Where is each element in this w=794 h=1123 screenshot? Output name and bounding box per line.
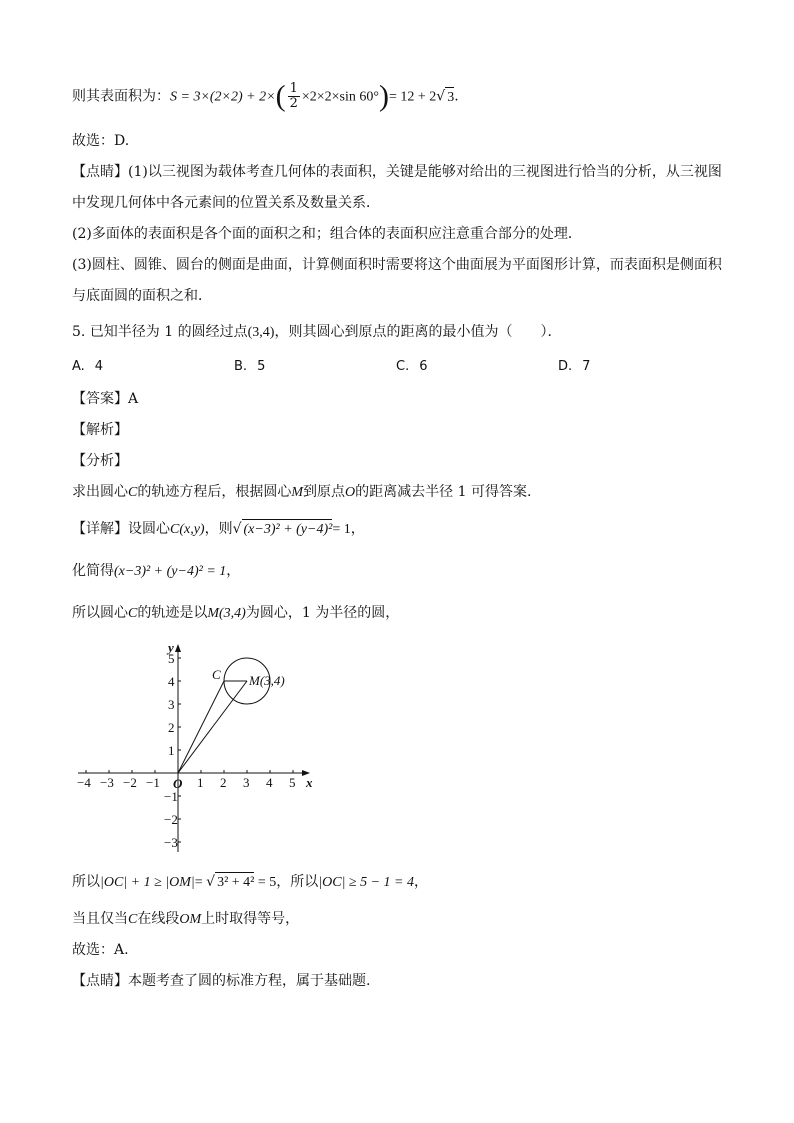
option-a (72, 359, 103, 374)
x-tick-label: 1 (197, 775, 204, 790)
sqrt-sign: √ (436, 88, 446, 105)
x-tick-label: −1 (146, 775, 160, 790)
choice-line-2: 故选：A. (72, 942, 129, 958)
y-tick-label: −1 (164, 789, 178, 804)
comment2-text: 本题考查了圆的标准方程，属于基础题. (128, 973, 371, 989)
x-tick-label: 5 (289, 775, 296, 790)
tick-labels (77, 640, 313, 850)
conclusion-eq1: = (194, 875, 207, 890)
option-d (558, 359, 590, 374)
comment1-p1a: (1)以三视图为载体考查几何体的表面积，关键是能够对给出的三视图进行恰当的分析，从三视图 (128, 164, 722, 180)
detail-a: 设圆心 (128, 521, 170, 537)
choice-line-1: 故选：D. (72, 133, 130, 149)
question-number: 5. (72, 324, 86, 340)
x-tick-label: −2 (123, 775, 137, 790)
detail-c: = 1， (332, 522, 365, 537)
question-text-a: 已知半径为 1 的圆经过点 (89, 324, 248, 340)
right-paren: ) (378, 79, 389, 113)
locus-m: M(3,4) (207, 606, 246, 621)
area-formula-inner: ×2×2×sin 60° (301, 89, 379, 105)
conclusion-c: ， (414, 874, 429, 890)
sqrt-arg: 3 (445, 87, 454, 108)
segment-o-c (178, 681, 224, 773)
fenxi-text (72, 482, 531, 503)
fenxi-o: O (345, 485, 356, 500)
y-tick-label: 2 (168, 720, 175, 735)
graph-shapes (178, 658, 285, 773)
option-b-label: B. (234, 359, 248, 374)
detail-center: C(x,y) (170, 522, 205, 537)
fenxi-a: 求出圆心 (72, 484, 128, 500)
option-c (396, 359, 428, 374)
conclusion-b: ，所以 (276, 874, 319, 890)
comment1-line-b: 中发现几何体中各元素间的位置关系及数量关系． (72, 195, 380, 211)
x-tick-label: −3 (100, 775, 114, 790)
detail-b: ，则 (204, 521, 233, 537)
option-c-label: C. (396, 359, 410, 374)
simplify-b: ， (226, 563, 241, 579)
equality-c: C (128, 912, 138, 927)
y-tick-label: −2 (164, 812, 178, 827)
question-5 (72, 322, 561, 343)
locus-line (72, 603, 399, 624)
area-formula-right: = 12 + 2 (388, 89, 437, 105)
option-b (234, 359, 265, 374)
y-axis-arrow (175, 644, 181, 652)
simplify-eq: (x−3)² + (y−4)² = 1 (114, 564, 227, 579)
y-tick-label: 5 (168, 651, 175, 666)
comment2-tag: 【点睛】 (72, 973, 128, 989)
answer-tag: 【答案】 (72, 391, 128, 407)
detail-tag: 【详解】 (72, 521, 128, 537)
equality-b: 在线段 (137, 911, 180, 927)
area-prefix: 则其表面积为： (72, 88, 170, 105)
comment1-line-e: 与底面圆的面积之和． (72, 288, 212, 304)
comment1-line-a (72, 162, 722, 182)
equality-om: OM (179, 912, 202, 927)
simplify-a: 化简得 (72, 563, 114, 579)
option-a-value: 4 (94, 359, 104, 374)
area-formula-line (72, 79, 459, 113)
fraction-half (288, 82, 300, 111)
simplify-line (72, 561, 240, 582)
area-end: . (454, 88, 459, 105)
conclusion-eq2: = 5 (254, 875, 277, 890)
comment1-line-c: (2)多面体的表面积是各个面的面积之和；组合体的表面积应注意重合部分的处理． (72, 226, 582, 242)
conclusion-line (72, 872, 428, 893)
origin-label: O (173, 776, 183, 791)
option-d-label: D. (558, 359, 573, 374)
conclusion-ineq1: |OC| + 1 ≥ |OM| (100, 875, 195, 890)
x-tick-label: 2 (220, 775, 227, 790)
locus-c: C (128, 606, 138, 621)
point-c-label: C (212, 667, 221, 682)
fenxi-m: M (291, 485, 304, 500)
left-paren: ( (275, 79, 286, 113)
fenxi-d: 的距离减去半径 1 可得答案. (355, 484, 532, 500)
comment1-line-d: (3)圆柱、圆锥、圆台的侧面是曲面，计算侧面积时需要将这个曲面展为平面图形计算，而表面积是侧面积 (72, 257, 722, 273)
area-formula-left: S = 3×(2×2) + 2× (170, 89, 276, 105)
option-d-value: 7 (582, 359, 591, 374)
coordinate-graph (72, 640, 332, 860)
y-tick-label: −3 (164, 835, 178, 850)
question-point: (3,4) (247, 325, 275, 340)
y-axis-label: y (168, 640, 174, 655)
comment1-tag: 【点睛】 (72, 164, 128, 180)
comment2-line (72, 971, 370, 991)
point-m-label: M(3,4) (249, 673, 285, 688)
detail-radicand: (x−3)² + (y−4)² (242, 519, 333, 540)
equality-a: 当且仅当 (72, 911, 128, 927)
detail-sqrt-sign: √ (232, 521, 242, 537)
conclusion-a: 所以 (72, 874, 100, 890)
answer-line (72, 389, 138, 409)
option-c-value: 6 (419, 359, 428, 374)
locus-b: 的轨迹是以 (137, 605, 208, 621)
equality-line (72, 909, 299, 930)
segment-o-m (178, 681, 247, 773)
conclusion-ineq2: |OC| ≥ 5 − 1 = 4 (318, 875, 415, 890)
y-tick-label: 4 (168, 674, 175, 689)
option-b-value: 5 (257, 359, 266, 374)
fenxi-b: 的轨迹方程后，根据圆心 (137, 484, 292, 500)
equality-c2: 上时取得等号， (201, 911, 300, 927)
option-a-label: A. (72, 359, 85, 374)
y-tick-label: 1 (168, 743, 175, 758)
locus-c2: 为圆心，1 为半径的圆， (245, 605, 400, 621)
fenxi-c2: 到原点 (303, 484, 346, 500)
y-tick-label: 3 (168, 697, 175, 712)
conclusion-rad: 3² + 4² (215, 872, 254, 893)
fenxi-heading: 【分析】 (72, 453, 128, 469)
locus-a: 所以圆心 (72, 605, 128, 621)
x-tick-label: 4 (266, 775, 273, 790)
answer-value: A (128, 391, 139, 407)
x-tick-label: 3 (243, 775, 250, 790)
question-text-b: ，则其圆心到原点的距离的最小值为（ ）． (274, 324, 562, 340)
fraction-numerator: 1 (289, 81, 298, 96)
fenxi-c: C (128, 485, 138, 500)
conclusion-sqrt-sign: √ (206, 874, 216, 890)
detail-line (72, 519, 365, 540)
x-tick-label: −4 (77, 775, 91, 790)
x-axis-label: x (306, 775, 313, 790)
fraction-denominator: 2 (289, 96, 298, 111)
jiexi-heading: 【解析】 (72, 422, 128, 438)
